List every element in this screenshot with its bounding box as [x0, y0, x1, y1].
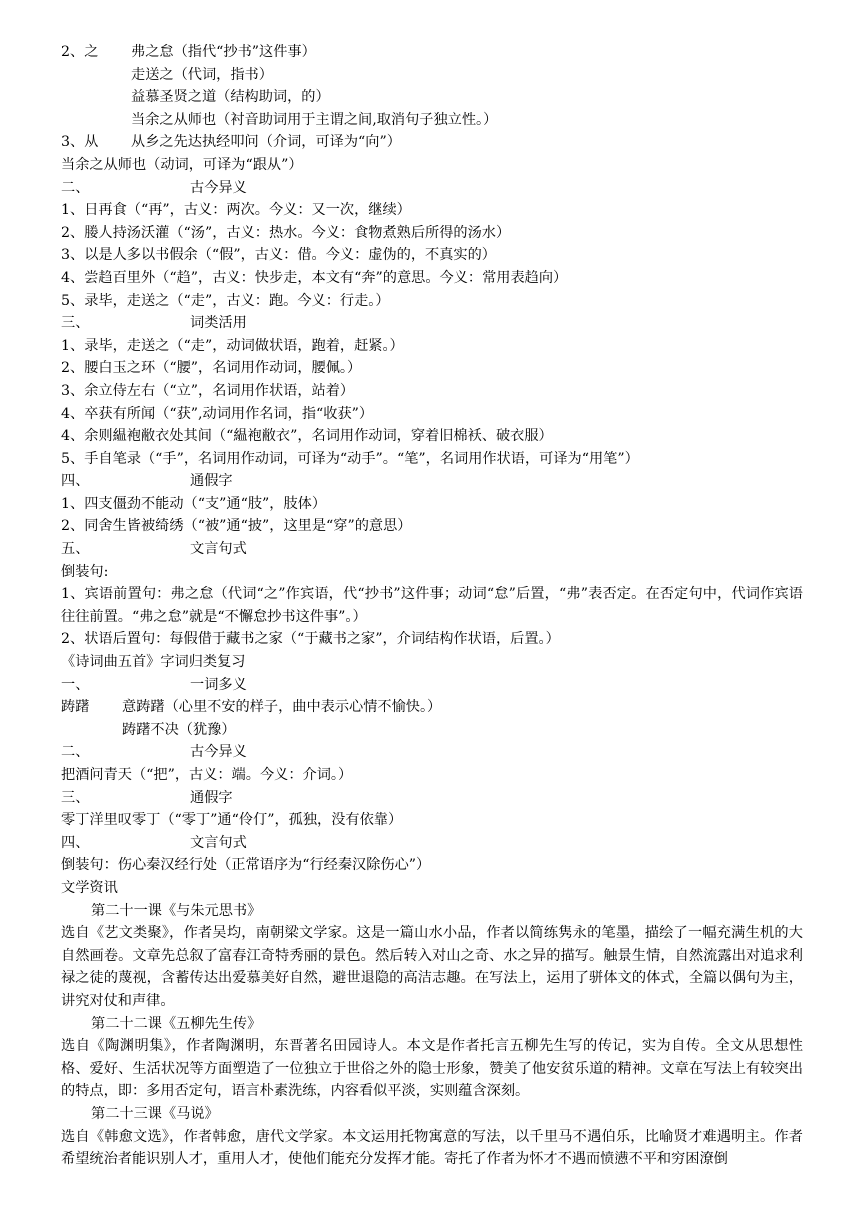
- text-line: 零丁洋里叹零丁（“零丁”通“伶仃”，孤独，没有依靠）: [61, 812, 403, 829]
- text-line: 2、媵人持汤沃灌（“汤”，古义：热水。今义：食物煮熟后所得的汤水）: [61, 224, 511, 241]
- lesson-heading: 第二十一课《与朱元思书》: [91, 902, 262, 919]
- text-line: 4、余则緼袍敝衣处其间（“緼袍敝衣”，名词用作动词，穿着旧棉袄、破衣服）: [61, 428, 553, 445]
- section-number: 一、: [61, 676, 90, 693]
- keyword: 踌躇: [61, 699, 90, 716]
- lesson-heading: 第二十二课《五柳先生传》: [91, 1015, 262, 1032]
- section-heading: [61, 538, 803, 561]
- section-number: 四、: [61, 834, 90, 851]
- section-heading: [61, 470, 803, 493]
- text-line: [61, 131, 803, 154]
- section-number: 三、: [61, 315, 90, 332]
- section-heading: [61, 832, 803, 855]
- section-number: 二、: [61, 744, 90, 761]
- line-text: 从乡之先达执经叩问（介词，可译为“向”）: [131, 134, 401, 151]
- section-title: 古今异义: [190, 744, 247, 761]
- item-number: 2、之: [61, 44, 99, 60]
- section-heading: [61, 787, 803, 810]
- text-line: 2、腰白玉之环（“腰”，名词用作动词，腰佩。）: [61, 360, 362, 377]
- part-title: 文学资讯: [61, 879, 118, 896]
- section-number: 五、: [61, 541, 90, 558]
- part-title: 《诗词曲五首》字词归类复习: [61, 654, 246, 671]
- text-line: 1、日再食（“再”，古义：两次。今义：又一次，继续）: [61, 202, 411, 219]
- document-page: [61, 41, 803, 1171]
- text-line: 5、手自笔录（“手”，名词用作动词，可译为“动手”。“笔”，名词用作状语，可译为“用笔”）: [61, 450, 639, 467]
- text-line: 3、以是人多以书假余（“假”，古义：借。今义：虚伪的，不真实的）: [61, 247, 496, 264]
- text-line: 2、同舍生皆被绮绣（“被”通“披”，这里是“穿”的意思）: [61, 518, 412, 535]
- section-title: 文言句式: [190, 834, 247, 851]
- text-line: 1、四支僵劲不能动（“支”通“肢”，肢体）: [61, 495, 327, 512]
- paragraph: 选自《艺文类聚》，作者吴均，南朝梁文学家。这是一篇山水小品，作者以简练隽永的笔墨，描绘了一幅充满生机的大自然画卷。文章先总叙了富春江奇特秀丽的景色。然后转入对山之奇、水之异的描写。触景生情，自然流露出对追求利禄之徒的蔑视，含蓄传达出爱慕美好自然，避世退隐的高洁志趣。在写法上，运用了骈体文的体式，全篇以偶句为主，讲究对仗和声律。: [61, 925, 803, 1009]
- text-line: 益慕圣贤之道（结构助词，的）: [131, 89, 330, 106]
- paragraph: 选自《陶渊明集》，作者陶渊明，东晋著名田园诗人。本文是作者托言五柳先生写的传记，实为自传。全文从思想性格、爱好、生活状况等方面塑造了一位独立于世俗之外的隐士形象，赞美了他安贫乐道的精神。文章在写法上有较突出的特点，即：多用否定句，语言朴素洗练，内容看似平淡，实则蕴含深刻。: [61, 1038, 803, 1100]
- section-number: 四、: [61, 473, 90, 490]
- section-title: 词类活用: [190, 315, 247, 332]
- section-number: 二、: [61, 179, 90, 196]
- line-text: 意踌躇（心里不安的样子，曲中表示心情不愉快。）: [122, 699, 442, 716]
- paragraph: 选自《韩愈文选》，作者韩愈，唐代文学家。本文运用托物寓意的写法，以千里马不遇伯乐，比喻贤才难遇明主。作者希望统治者能识别人才，重用人才，使他们能充分发挥才能。寄托了作者为怀才不遇而愤懑不平和穷困潦倒: [61, 1128, 803, 1168]
- text-line: 把酒问青天（“把”，古义：端。今义：介词。）: [61, 767, 353, 783]
- text-line: 2、状语后置句：每假借于藏书之家（“于藏书之家”，介词结构作状语，后置。）: [61, 631, 560, 648]
- paragraph: 1、宾语前置句：弗之怠（代词“之”作宾语，代“抄书”这件事；动词“怠”后置，“弗”表否定。在否定句中，代词作宾语往往前置。“弗之怠”就是“不懈怠抄书这件事”。）: [61, 586, 803, 625]
- lesson-heading: 第二十三课《马说》: [91, 1105, 219, 1122]
- section-title: 一词多义: [190, 676, 247, 693]
- line-text: 弗之怠（指代“抄书”这件事）: [131, 44, 316, 60]
- section-heading: [61, 312, 803, 335]
- text-line: [61, 696, 803, 719]
- text-line: 倒装句：伤心秦汉经行处（正常语序为“行经秦汉除伤心”）: [61, 857, 431, 874]
- text-line: 4、尝趋百里外（“趋”，古义：快步走，本文有“奔”的意思。今义：常用表趋向）: [61, 269, 568, 286]
- text-line: 3、余立侍左右（“立”，名词用作状语，站着）: [61, 382, 355, 399]
- text-line: 5、录毕，走送之（“走”，古义：跑。今义：行走。）: [61, 292, 390, 309]
- text-line: 当余之从师也（动词，可译为“跟从”）: [61, 156, 303, 173]
- text-line: 踌躇不决（犹豫）: [122, 721, 236, 738]
- text-line: 当余之从师也（衬音助词用于主谓之间,取消句子独立性。）: [131, 111, 498, 128]
- text-line: 倒装句:: [61, 563, 109, 580]
- text-line: 1、录毕，走送之（“走”，动词做状语，跑着，赶紧。）: [61, 337, 404, 354]
- section-heading: [61, 674, 803, 697]
- section-heading: [61, 741, 803, 764]
- section-heading: [61, 177, 803, 200]
- item-number: 3、从: [61, 134, 99, 151]
- section-title: 文言句式: [190, 541, 247, 558]
- section-title: 通假字: [190, 789, 233, 806]
- section-number: 三、: [61, 789, 90, 806]
- text-line: [61, 41, 803, 64]
- section-title: 通假字: [190, 473, 233, 490]
- text-line: 4、卒获有所闻（“获”,动词用作名词，指“收获”）: [61, 405, 374, 422]
- section-title: 古今异义: [190, 179, 247, 196]
- text-line: 走送之（代词，指书）: [131, 66, 273, 83]
